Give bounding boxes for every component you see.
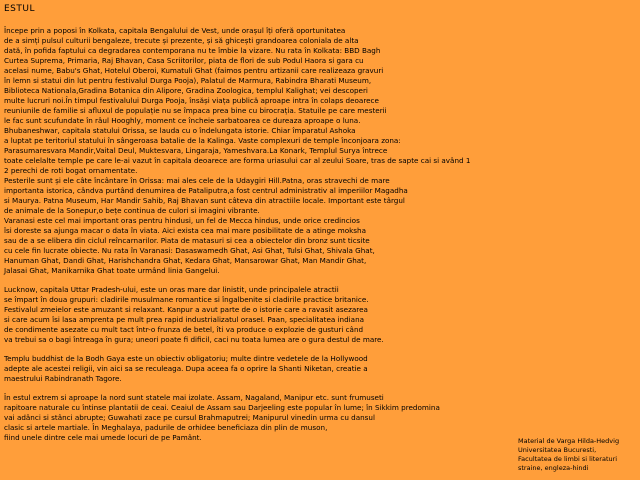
text-line: rapitoare naturale cu întinse plantatii de ceai. Ceaiul de Assam sau Darjeeling este popular în lume; în Sikkim predomina (4, 403, 440, 412)
text-line: dată, în pofida faptului ca degradarea contemporana nu te îmbie la vizare. Nu rata în Kolkata: BBD Bagh (4, 46, 381, 55)
text-line: Curtea Suprema, Primaria, Raj Bhavan, Casa Scriitorilor, piata de flori de sub Podul Haora si gara cu (4, 56, 364, 65)
text-line: sau de a se elibera din ciclul reîncarnarilor. Piata de matasuri si cea a obiectelor din bronz sunt ticsite (4, 236, 370, 245)
text-line: de animale de la Sonepur,o bețe continua de culori si imagini vibrante. (4, 206, 260, 215)
text-line: în lemn si statui din lut pentru festivalul Durga Pooja), Palatul de Marmura, Rabindra Bharati Museum, (4, 76, 372, 85)
text-line: Templu buddhist de la Bodh Gaya este un obiectiv obligatoriu; multe dintre vedetele de la Hollywood (4, 354, 368, 363)
credit-line: Universitatea Bucuresti, (518, 446, 597, 454)
credit-line: straine, engleza-hindi (518, 464, 589, 472)
text-line: a luptat pe teritoriul statului în sângeroasa batalie de la Kalinga. Vaste complexuri de temple înconjoara zona: (4, 136, 401, 145)
paragraph-northeast (4, 393, 612, 443)
text-line: toate celelalte temple pe care le-ai vazut în capitala deoarece are forma uriasului car al zeului Soare, tras de sapte cai si având 1 (4, 156, 471, 165)
text-line: reuniunile de familie si afluxul de populație nu se împaca prea bine cu birocrația. Statuile pe care mesterii (4, 106, 387, 115)
text-line: Începe prin a poposi în Kolkata, capitala Bengalului de Vest, unde orașul îți oferă oportunitatea (4, 26, 346, 35)
text-line: de condimente asezate cu mult tact într-o frunza de betel, îti va produce o explozie de gusturi când (4, 325, 364, 334)
text-line: de a simți pulsul culturii bengaleze, trecute și prezente, și să ghicești grandoarea coloniala de alta (4, 36, 359, 45)
text-line: vai adânci si stânci abrupte; Guwahati zace pe cursul Brahmaputrei; Manipurul vinedin urma cu dansul (4, 413, 375, 422)
text-line: importanta istorica, cândva purtând denumirea de Pataliputra,a fost centrul administrativ al imperiilor Magadha (4, 186, 408, 195)
paragraph-gap (4, 384, 612, 393)
body-text (4, 26, 612, 443)
author-credits (518, 437, 638, 473)
text-line: Parasumaresvara Mandir,Vaital Deul, Muktesvara, Lingaraja, Yameshvara.La Konark, Templul Surya întrece (4, 146, 388, 155)
text-line: Varanasi este cel mai important oras pentru hindusi, un fel de Mecca hindus, unde orice credincios (4, 216, 360, 225)
text-line: 2 perechi de roti bogat ornamentate. (4, 166, 138, 175)
text-line: si care acum îsi lasa amprenta pe mult prea rapid industrializatul oraseI. Paan, specialitatea indiana (4, 315, 365, 324)
text-line: Hanuman Ghat, Dandi Ghat, Harishchandra Ghat, Kedara Ghat, Mansarowar Ghat, Man Mandir Ghat, (4, 256, 367, 265)
text-line: fiind unele dintre cele mai umede locuri de pe Pamânt. (4, 433, 202, 442)
paragraph-east-india (4, 26, 612, 276)
text-line: acelasi nume, Babu's Ghat, Hotelul Oberoi, Kumatuli Ghat (faimos pentru artizanii care realizeaza gravuri (4, 66, 384, 75)
credit-line: Material de Varga Hilda-Hedvig (518, 437, 620, 445)
text-line: Bhubaneshwar, capitala statului Orissa, se lauda cu o îndelungata istorie. Chiar împaratul Ashoka (4, 126, 356, 135)
text-line: se împart în doua grupuri: cladirile musulmane romantice si îngalbenite si cladirile practice britanice. (4, 295, 369, 304)
text-line: În estul extrem si aproape la nord sunt statele mai izolate. Assam, Nagaland, Manipur etc. sunt frumuseti (4, 393, 384, 402)
text-line: si Maurya. Patna Museum, Har Mandir Sahib, Raj Bhavan sunt câteva din atractiile locale. Important este târgul (4, 196, 405, 205)
credit-line: Facultatea de limbi si literaturi (518, 455, 618, 463)
text-line: Festivalul zmeielor este amuzant si relaxant. Kanpur a avut parte de o istorie care a ravasit asezarea (4, 305, 368, 314)
text-line: clasic si artele martiale. În Meghalaya, padurile de orhidee beneficiaza din plin de muson, (4, 423, 328, 432)
text-line: cu cele fin lucrate obiecte. Nu rata în Varanasi: Dasaswamedh Ghat, Asi Ghat, Tulsi Ghat, Shivala Ghat, (4, 246, 375, 255)
text-line: Jalasai Ghat, Manikarnika Ghat toate urmând linia Gangelui. (4, 266, 220, 275)
text-line: Pesterile sunt și ele câte încântare în Orissa: mai ales cele de la Udaygiri Hill.Patna, oras stravechi de mare (4, 176, 390, 185)
text-line: adepte ale acestei religii, vin aici sa se reculeaga. Dupa aceea fa o oprire la Shanti Niketan, creatie a (4, 364, 368, 373)
paragraph-bodh-gaya (4, 354, 612, 384)
text-line: multe lucruri noi.În timpul festivalului Durga Pooja, însăși viața publică aproape intra în colaps deoarece (4, 96, 379, 105)
text-line: va trebui sa o bagi întreaga în gura; uneori poate fi dificil, caci nu toata lumea are o gura destul de mare. (4, 335, 384, 344)
text-line: maestrului Rabindranath Tagore. (4, 374, 122, 383)
paragraph-lucknow (4, 285, 612, 345)
paragraph-gap (4, 276, 612, 285)
paragraph-gap (4, 345, 612, 354)
text-line: Biblioteca Nationala,Gradina Botanica din Alipore, Gradina Zoologica, templul Kalighat; vei descoperi (4, 86, 368, 95)
text-line: Lucknow, capitala Uttar Pradesh-ului, este un oras mare dar linistit, unde principalele atractii (4, 285, 339, 294)
page-title: ESTUL (4, 4, 35, 14)
text-line: îsi doreste sa ajunga macar o data în viata. Aici exista cea mai mare posibilitate de a atinge moksha (4, 226, 366, 235)
text-line: le fac sunt scufundate în râul Hooghly, moment ce încheie sarbatoarea ce dureaza aproape o luna. (4, 116, 361, 125)
